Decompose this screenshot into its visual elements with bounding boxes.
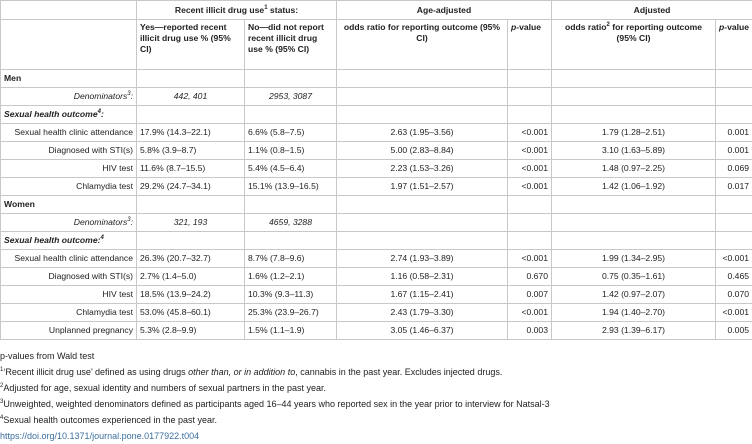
outcome-header-row <box>1 106 752 124</box>
header-adjusted-odds-ratio: odds ratio$^2$ for reporting outcome (95% CI) <box>552 20 716 70</box>
empty-cell <box>245 232 337 250</box>
empty-cell <box>508 70 552 88</box>
outcome-label: Sexual health outcome$^4$: <box>1 106 137 124</box>
empty-cell <box>716 106 752 124</box>
empty-cell <box>552 70 716 88</box>
table-row <box>1 268 752 286</box>
age-p-value: <0.001 <box>508 250 552 268</box>
outcome-name: Unplanned pregnancy <box>1 322 137 340</box>
table-row <box>1 322 752 340</box>
adjusted-odds-ratio: 1.94 (1.40–2.70) <box>552 304 716 322</box>
adjusted-odds-ratio: 1.48 (0.97–2.25) <box>552 160 716 178</box>
yes-value: 29.2% (24.7–34.1) <box>137 178 245 196</box>
age-odds-ratio: 1.97 (1.51–2.57) <box>337 178 508 196</box>
age-p-value: <0.001 <box>508 142 552 160</box>
section-row <box>1 196 752 214</box>
adjusted-p-value: 0.465 <box>716 268 752 286</box>
table-row <box>1 304 752 322</box>
header-no-column: No—did not report recent illicit drug use % (95% CI) <box>245 20 337 70</box>
denominators-row <box>1 214 752 232</box>
empty-cell <box>716 88 752 106</box>
empty-cell <box>245 106 337 124</box>
age-odds-ratio: 3.05 (1.46–6.37) <box>337 322 508 340</box>
footnote-wald: p-values from Wald test <box>0 348 752 364</box>
no-value: 5.4% (4.5–6.4) <box>245 160 337 178</box>
age-odds-ratio: 5.00 (2.83–8.84) <box>337 142 508 160</box>
age-odds-ratio: 2.63 (1.95–3.56) <box>337 124 508 142</box>
age-p-value: 0.003 <box>508 322 552 340</box>
section-label: Men <box>1 70 137 88</box>
adjusted-odds-ratio: 1.99 (1.34–2.95) <box>552 250 716 268</box>
no-value: 8.7% (7.8–9.6) <box>245 250 337 268</box>
age-odds-ratio: 1.16 (0.58–2.31) <box>337 268 508 286</box>
age-odds-ratio: 2.23 (1.53–3.26) <box>337 160 508 178</box>
yes-value: 18.5% (13.9–24.2) <box>137 286 245 304</box>
header-row-sub <box>1 20 752 70</box>
empty-cell <box>716 196 752 214</box>
denominators-row <box>1 88 752 106</box>
adjusted-odds-ratio: 1.79 (1.28–2.51) <box>552 124 716 142</box>
age-p-value: 0.670 <box>508 268 552 286</box>
outcome-header-row <box>1 232 752 250</box>
header-empty-cell <box>1 20 137 70</box>
outcome-name: Sexual health clinic attendance <box>1 124 137 142</box>
empty-cell <box>552 106 716 124</box>
adjusted-p-value: <0.001 <box>716 304 752 322</box>
empty-cell <box>508 196 552 214</box>
adjusted-p-value: 0.017 <box>716 178 752 196</box>
yes-value: 53.0% (45.8–60.1) <box>137 304 245 322</box>
age-p-value: <0.001 <box>508 178 552 196</box>
header-empty-cell <box>1 1 137 20</box>
no-value: 1.1% (0.8–1.5) <box>245 142 337 160</box>
outcome-name: HIV test <box>1 286 137 304</box>
header-age-odds-ratio: odds ratio for reporting outcome (95% CI) <box>337 20 508 70</box>
empty-cell <box>552 214 716 232</box>
header-adjusted-p-value: p-value <box>716 20 752 70</box>
adjusted-p-value: 0.001 <box>716 124 752 142</box>
yes-value: 2.7% (1.4–5.0) <box>137 268 245 286</box>
adjusted-p-value: 0.070 <box>716 286 752 304</box>
table-row <box>1 178 752 196</box>
denominators-no: 2953, 3087 <box>245 88 337 106</box>
table-row <box>1 250 752 268</box>
empty-cell <box>245 70 337 88</box>
age-p-value: <0.001 <box>508 304 552 322</box>
age-odds-ratio: 2.74 (1.93–3.89) <box>337 250 508 268</box>
age-odds-ratio: 1.67 (1.15–2.41) <box>337 286 508 304</box>
age-p-value: 0.007 <box>508 286 552 304</box>
footnote-2: $^2$Adjusted for age, sexual identity and numbers of sexual partners in the past year. <box>0 380 752 396</box>
table-footnotes <box>0 348 752 444</box>
empty-cell <box>552 88 716 106</box>
no-value: 1.6% (1.2–2.1) <box>245 268 337 286</box>
age-p-value: <0.001 <box>508 160 552 178</box>
table-row <box>1 142 752 160</box>
yes-value: 5.3% (2.8–9.9) <box>137 322 245 340</box>
header-drug-use-status: Recent illicit drug use$^1$ status: <box>137 1 337 20</box>
header-yes-column: Yes—reported recent illicit drug use % (95% CI) <box>137 20 245 70</box>
table-row <box>1 124 752 142</box>
outcome-name: Diagnosed with STI(s) <box>1 268 137 286</box>
yes-value: 11.6% (8.7–15.5) <box>137 160 245 178</box>
adjusted-odds-ratio: 1.42 (0.97–2.07) <box>552 286 716 304</box>
no-value: 1.5% (1.1–1.9) <box>245 322 337 340</box>
header-row-main <box>1 1 752 20</box>
empty-cell <box>337 106 508 124</box>
outcome-name: Diagnosed with STI(s) <box>1 142 137 160</box>
header-age-adjusted: Age-adjusted <box>337 1 552 20</box>
section-label: Women <box>1 196 137 214</box>
footnote-4: $^4$Sexual health outcomes experienced in the past year. <box>0 412 752 428</box>
outcome-name: Sexual health clinic attendance <box>1 250 137 268</box>
no-value: 6.6% (5.8–7.5) <box>245 124 337 142</box>
outcome-name: Chlamydia test <box>1 304 137 322</box>
empty-cell <box>137 70 245 88</box>
empty-cell <box>137 196 245 214</box>
empty-cell <box>716 214 752 232</box>
yes-value: 5.8% (3.9–8.7) <box>137 142 245 160</box>
denominators-no: 4659, 3288 <box>245 214 337 232</box>
section-row <box>1 70 752 88</box>
empty-cell <box>552 196 716 214</box>
adjusted-p-value: 0.005 <box>716 322 752 340</box>
empty-cell <box>137 106 245 124</box>
empty-cell <box>137 232 245 250</box>
table-row <box>1 286 752 304</box>
empty-cell <box>245 196 337 214</box>
empty-cell <box>337 88 508 106</box>
adjusted-odds-ratio: 0.75 (0.35–1.61) <box>552 268 716 286</box>
empty-cell <box>716 232 752 250</box>
empty-cell <box>337 232 508 250</box>
adjusted-odds-ratio: 1.42 (1.06–1.92) <box>552 178 716 196</box>
yes-value: 26.3% (20.7–32.7) <box>137 250 245 268</box>
doi-link[interactable]: https://doi.org/10.1371/journal.pone.0177922.t004 <box>0 428 752 444</box>
empty-cell <box>508 106 552 124</box>
outcome-label: Sexual health outcome:$^4$ <box>1 232 137 250</box>
age-p-value: <0.001 <box>508 124 552 142</box>
adjusted-p-value: <0.001 <box>716 250 752 268</box>
header-adjusted: Adjusted <box>552 1 752 20</box>
empty-cell <box>337 70 508 88</box>
empty-cell <box>337 196 508 214</box>
footnote-1: $^1$‘Recent illicit drug use’ defined as using drugs other than, or in addition to, cannabis in the past year. Excludes injected drugs. <box>0 364 752 380</box>
denominators-label: Denominators$^3$: <box>1 214 137 232</box>
age-odds-ratio: 2.43 (1.79–3.30) <box>337 304 508 322</box>
empty-cell <box>552 232 716 250</box>
denominators-label: Denominators$^3$: <box>1 88 137 106</box>
empty-cell <box>337 214 508 232</box>
outcome-name: Chlamydia test <box>1 178 137 196</box>
no-value: 10.3% (9.3–11.3) <box>245 286 337 304</box>
yes-value: 17.9% (14.3–22.1) <box>137 124 245 142</box>
empty-cell <box>508 88 552 106</box>
adjusted-p-value: 0.069 <box>716 160 752 178</box>
footnote-3: $^3$Unweighted, weighted denominators defined as participants aged 16–44 years who reported sex in the year prior to interview for Natsal-3 <box>0 396 752 412</box>
adjusted-odds-ratio: 2.93 (1.39–6.17) <box>552 322 716 340</box>
outcome-name: HIV test <box>1 160 137 178</box>
empty-cell <box>716 70 752 88</box>
no-value: 15.1% (13.9–16.5) <box>245 178 337 196</box>
adjusted-p-value: 0.001 <box>716 142 752 160</box>
table-row <box>1 160 752 178</box>
denominators-yes: 442, 401 <box>137 88 245 106</box>
adjusted-odds-ratio: 3.10 (1.63–5.89) <box>552 142 716 160</box>
empty-cell <box>508 232 552 250</box>
empty-cell <box>508 214 552 232</box>
no-value: 25.3% (23.9–26.7) <box>245 304 337 322</box>
denominators-yes: 321, 193 <box>137 214 245 232</box>
header-age-p-value: p-value <box>508 20 552 70</box>
